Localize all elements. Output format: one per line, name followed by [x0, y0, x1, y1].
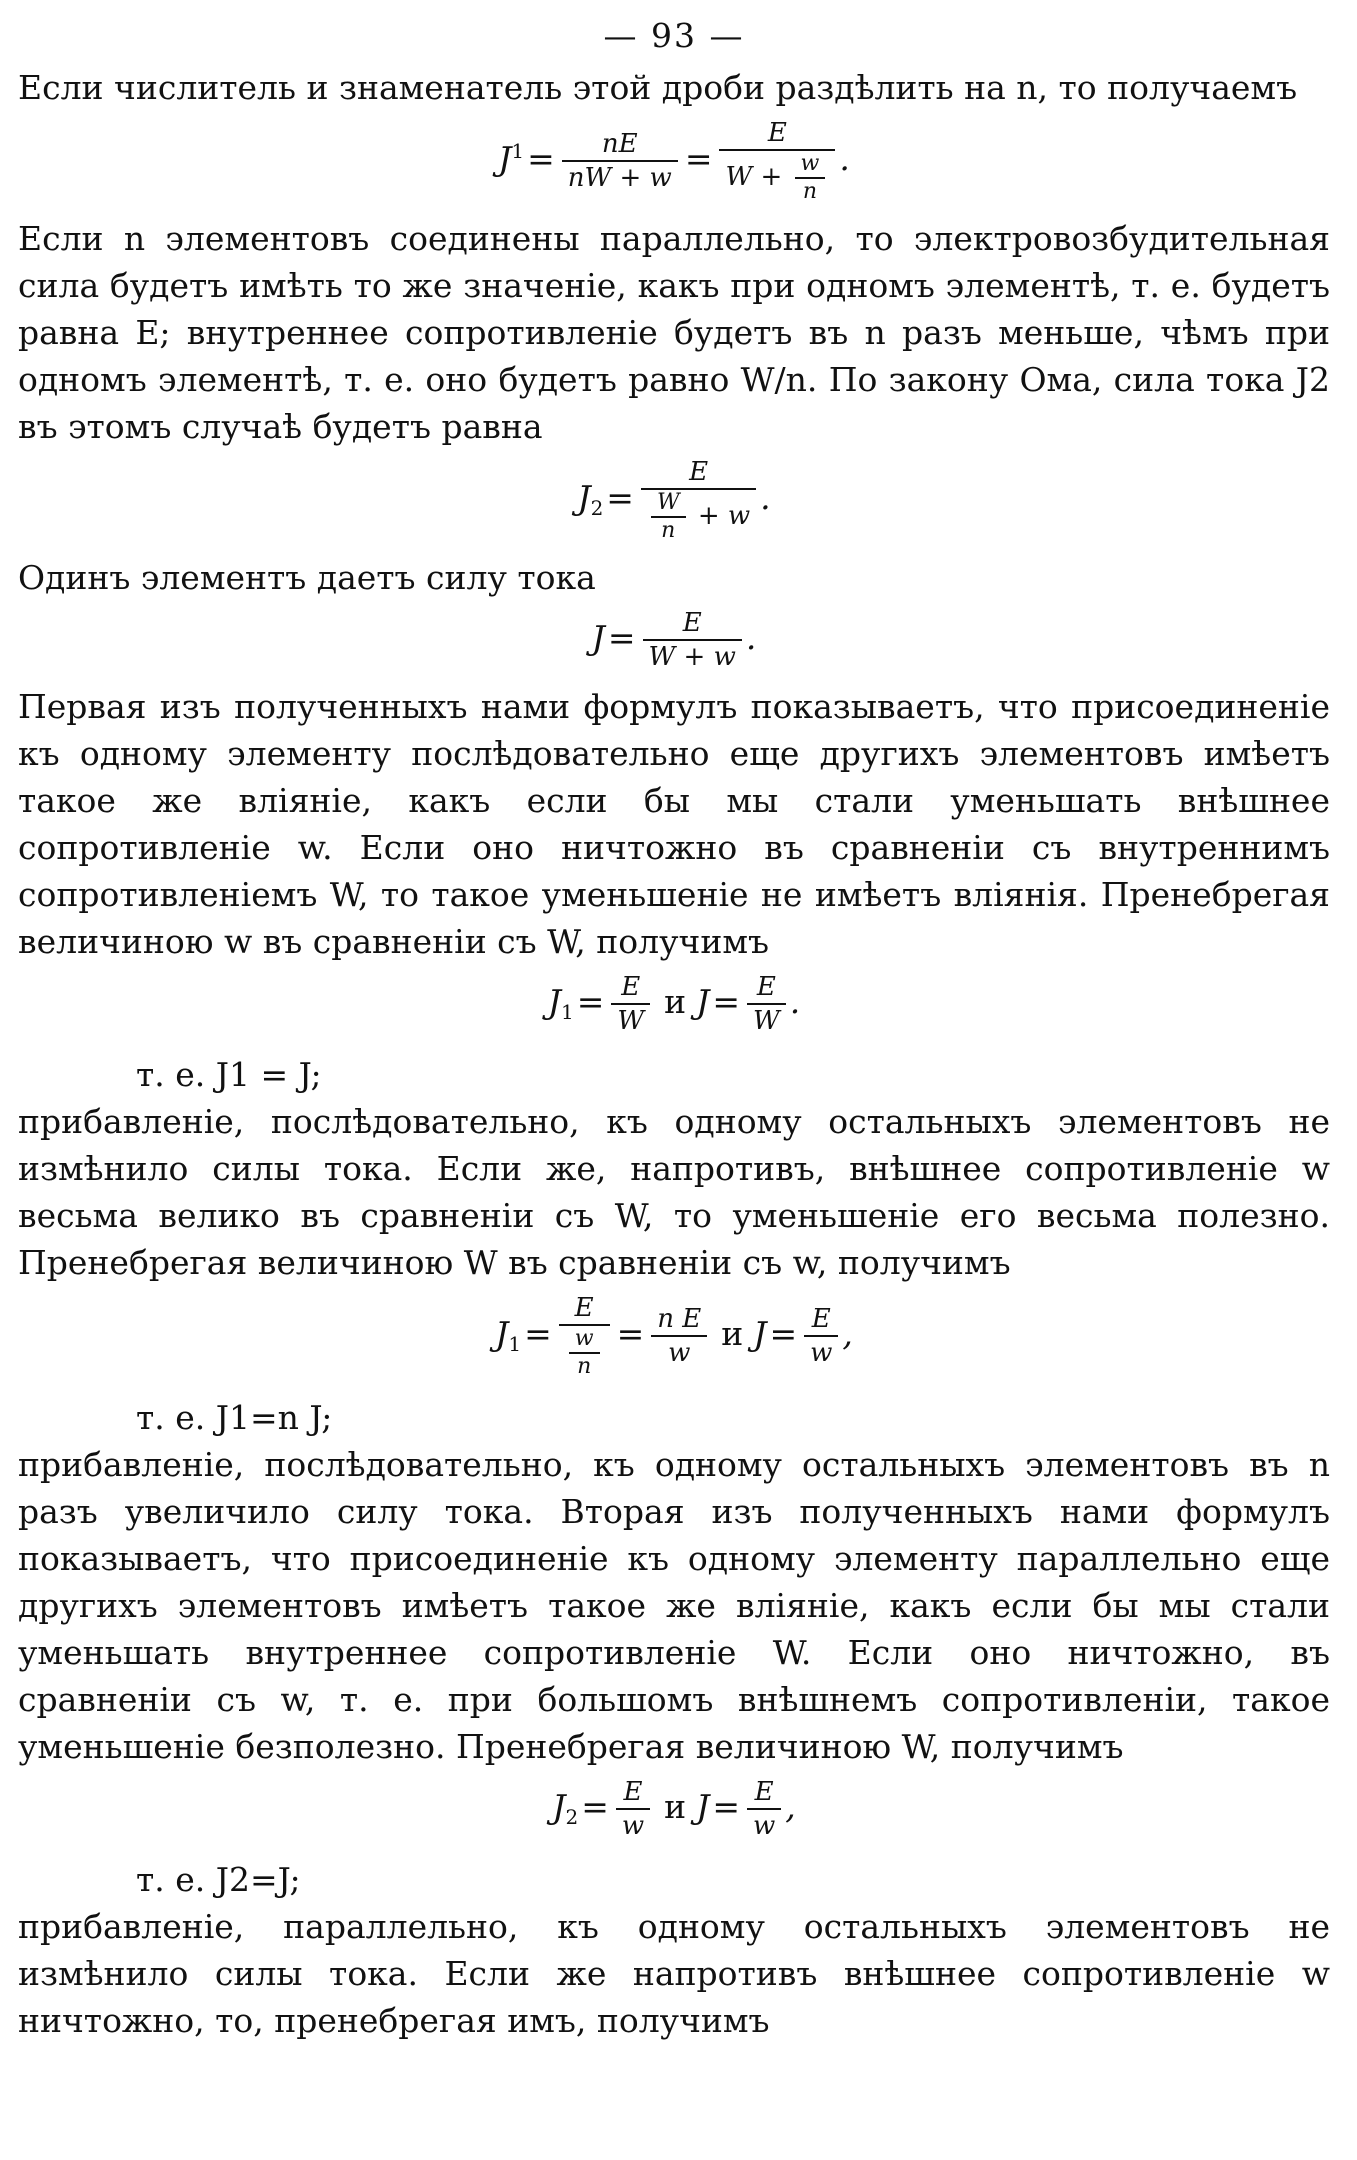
- formula-and-1: и: [664, 982, 687, 1021]
- paragraph-8: прибавленiе, послѣдовательно, къ одному остальныхъ элементовъ въ n разъ увеличило силу тока. Вторая изъ полученныхъ нами формулъ показываетъ, что присоединенiе къ одному элементу параллельно еще другихъ элементовъ имѣетъ такое же влiянiе, какъ если бы мы стали уменьшать внутреннее сопротивленiе W. Если оно ничтожно, въ сравненiи съ w, т. е. при большомъ внѣшнемъ сопротивленiи, такое уменьшенiе безполезно. Пренебрегая величиною W, получимъ: [18, 1445, 1330, 1766]
- document-page: [18, 8, 1330, 2148]
- paragraph-5: т. е. J1 = J;: [136, 1055, 322, 1094]
- formula-and-2: и: [721, 1314, 744, 1353]
- formula-j-single: J= $\frac{E}{W + w}$ .: [591, 608, 757, 672]
- paragraph-3: Одинъ элементъ даетъ силу тока: [18, 558, 596, 597]
- formula-j1-j-compare: $J_1=$ $\frac{E}{W}$ и J= $\frac{E}{W}$ .: [547, 972, 801, 1036]
- paragraph-4: Первая изъ полученныхъ нами формулъ показываетъ, что присоединенiе къ одному элементу послѣдовательно еще другихъ элементовъ имѣетъ такое же влiянiе, какъ если бы мы стали уменьшать внѣшнее сопротивленiе w. Если оно ничтожно въ сравненiи съ внутреннимъ сопротивленiемъ W, то такое уменьшенiе не имѣетъ влiянiя. Пренебрегая величиною w въ сравненiи съ W, получимъ: [18, 687, 1330, 961]
- formula-j1-nj: $J_1=$ $\frac{E}{\frac{w}{n}}$ = $\frac{\text{n E}}{w}$ и J= $\frac{E}{w}$ ,: [495, 1293, 853, 1379]
- paragraph-9: т. е. J2=J;: [136, 1860, 301, 1899]
- paragraph-10: прибавленiе, параллельно, къ одному остальныхъ элементовъ не измѣнило силы тока. Если же напротивъ внѣшнее сопротивленiе w ничтожно, то, пренебрегая имъ, получимъ: [18, 1907, 1330, 2040]
- paragraph-1: Если числитель и знаменатель этой дроби раздѣлить на n, то получаемъ: [18, 68, 1298, 107]
- paragraph-2: Если n элементовъ соединены параллельно, то электровозбудительная сила будетъ имѣть то же значенiе, какъ при одномъ элементѣ, т. е. будетъ равна E; внутреннее сопротивленiе будетъ въ n разъ меньше, чѣмъ при одномъ элементѣ, т. е. оно будетъ равно W/n. По закону Ома, сила тока J2 въ этомъ случаѣ будетъ равна: [18, 219, 1330, 446]
- paragraph-7: т. е. J1=n J;: [136, 1398, 333, 1437]
- formula-j2-j-compare: $J_2=$ $\frac{E}{w}$ и J= $\frac{E}{w}$ ,: [552, 1777, 796, 1841]
- paragraph-6: прибавленiе, послѣдовательно, къ одному остальныхъ элементовъ не измѣнило силы тока. Если же, напротивъ, внѣшнее сопротивленiе w весьма велико въ сравненiи съ W, то уменьшенiе его весьма полезно. Пренебрегая величиною W въ сравненiи съ w, получимъ: [18, 1102, 1330, 1282]
- page-number: — 93 —: [603, 16, 745, 55]
- formula-j1-series: $J^1=$ $\frac{nE}{nW + w}$ = E W + $\frac{w}{n}$ .: [498, 118, 850, 204]
- formula-j2-parallel: $J_2=$ E $\frac{W}{n}$ + w .: [577, 457, 771, 543]
- formula-and-3: и: [664, 1787, 687, 1826]
